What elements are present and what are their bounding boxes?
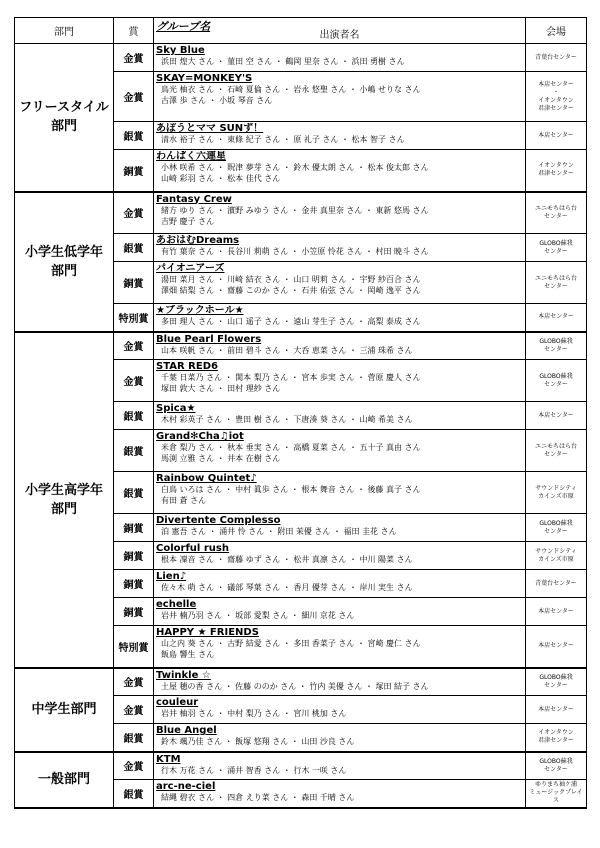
venue-label: GLOBO蘇我 センター [539,372,573,388]
venue-label: ユニモちはら台 センター [534,204,577,220]
section [15,332,587,668]
performer-line: 浜田 煌大 さん ・ 菫田 空 さん ・ 鶴岡 里奈 さん ・ 浜田 勇樹 さん [161,57,405,66]
entry-cell [154,304,526,332]
entry-cell [154,332,526,360]
award-label: 銅賞 [114,150,154,192]
dept-name: 一般部門 [15,752,114,808]
venue-label: サウンドシティ カインズ市原 [535,547,577,563]
entry-cell [154,44,526,72]
table-row [15,332,587,360]
group-name: echelle [156,599,197,610]
venue-cell [526,542,587,570]
venue-label: GLOBO蘇我 センター [539,337,573,353]
award-label: 銅賞 [114,570,154,598]
entry-cell [154,150,526,192]
group-name: ★ブラックホール★ [156,305,244,316]
award-label: 金賞 [114,752,154,780]
venue-label: GLOBO蘇我 センター [539,757,573,773]
group-name: わんぱく六連星 [156,151,226,162]
venue-cell [526,752,587,780]
venue-cell [526,304,587,332]
venue-cell [526,570,587,598]
dept-name: 小学生高学年 部門 [15,332,114,668]
performer-line: 湯田 菜月 さん ・ 川崎 結衣 さん ・ 山口 明莉 さん ・ 宇野 紗百合 さん [161,275,421,284]
venue-label: サウンドシティ カインズ市原 [535,484,577,500]
group-name: SKAY=MONKEY'S [156,73,253,84]
group-name: あおはむDreams [156,235,240,246]
section [15,44,587,192]
entry-cell [154,514,526,542]
performer-line: 清水 裕子 さん ・ 東條 紀子 さん ・ 原 礼子 さん ・ 松本 智子 さん [161,135,405,144]
group-name: Fantasy Crew [156,193,232,205]
award-label: 銀賞 [114,430,154,472]
award-label: 金賞 [114,72,154,122]
venue-label: ユニモちはら台 センター [534,442,577,458]
venue-cell [526,72,587,122]
group-name: couleur [156,697,199,708]
venue-label: 本店センター [538,313,574,321]
dept-name: フリースタイル 部門 [15,44,114,192]
entry-cell [154,724,526,752]
venue-label: 青葉台センター [535,579,577,587]
venue-label: イオンタウン 君津センター [538,729,574,745]
header-venue: 会場 [526,18,587,44]
table-row [15,752,587,780]
performer-line: 塚田 敦大 さん ・ 田村 理紗 さん [161,384,281,393]
performer-line: 古澤 歩 さん ・ 小坂 琴音 さん [161,96,273,105]
group-name: Colorful rush [156,543,229,554]
group-name: arc-ne-ciel [156,781,216,792]
venue-cell [526,332,587,360]
venue-cell [526,472,587,514]
venue-cell [526,192,587,234]
performer-line: 吉野 慶子 さん [161,216,215,226]
performer-line: 有竹 葉奈 さん ・ 長谷川 莉萌 さん ・ 小笠原 怜花 さん ・ 村田 暁斗 さん [161,247,429,256]
awards-table [14,17,587,809]
entry-cell [154,402,526,430]
group-name: Spica★ [156,403,196,414]
award-label: 銀賞 [114,724,154,752]
performer-line: 有田 蒼 さん [161,496,207,505]
entry-cell [154,72,526,122]
award-label: 特別賞 [114,304,154,332]
entry-cell [154,752,526,780]
group-name: Blue Angel [156,725,217,736]
venue-cell [526,780,587,808]
performer-line: 馬渕 立雅 さん ・ 井本 在樹 さん [161,454,281,463]
header-award: 賞 [114,18,154,44]
entry-cell [154,360,526,402]
performer-line: 山之内 葵 さん ・ 古野 結愛 さん ・ 多田 香菜子 さん ・ 宮崎 慶仁 さん [161,639,421,648]
entry-cell [154,668,526,696]
performer-line: 米倉 梨乃 さん ・ 秋本 垂実 さん ・ 高橋 夏菜 さん ・ 五十子 真由 さん [161,443,421,452]
group-name: KTM [156,753,181,765]
venue-cell [526,696,587,724]
award-label: 金賞 [114,360,154,402]
performer-line: 緒方 ゆり さん ・ 濱野 みゆう さん ・ 金井 真里奈 さん ・ 東新 悠馬 さん [161,205,429,215]
performer-line: 多田 理人 さん ・ 山口 遥子 さん ・ 遠山 芽生子 さん ・ 高梨 泰成 さん [161,317,421,326]
venue-label: 青葉台センター [535,53,577,61]
venue-cell [526,668,587,696]
entry-cell [154,234,526,262]
header-performers: 出演者名 [319,30,360,41]
header-group: グループ名 [156,20,211,33]
performer-line: 岩井 楠乃羽 さん ・ 坂部 愛梨 さん ・ 細川 京花 さん [161,611,355,620]
entry-cell [154,192,526,234]
entry-cell [154,598,526,626]
award-label: 銀賞 [114,402,154,430]
header-dept: 部門 [15,18,114,44]
group-name: STAR RED6 [156,361,218,372]
performer-line: 飯島 響生 さん [161,650,215,659]
venue-label: GLOBO蘇我 センター [539,239,573,255]
performer-line: 鈴木 颯乃佳 さん ・ 飯塚 悠翔 さん ・ 山田 沙良 さん [161,737,355,746]
award-label: 銅賞 [114,542,154,570]
performer-line: 泊 憲吾 さん ・ 涌井 怜 さん ・ 附田 茉優 さん ・ 福田 圭花 さん [161,527,397,536]
award-label: 金賞 [114,192,154,234]
table-row [15,44,587,72]
venue-cell [526,360,587,402]
entry-cell [154,570,526,598]
entry-cell [154,542,526,570]
performer-line: 木村 彩英子 さん ・ 豊田 樹 さん ・ 下唐湊 葵 さん ・ 山崎 希美 さん [161,415,413,424]
venue-cell [526,626,587,668]
venue-label: 本店センター ・ イオンタウン 君津センター [538,80,574,112]
dept-name: 小学生低学年 部門 [15,192,114,332]
group-name: あぽうとママ SUNず！ [156,123,264,134]
performer-line: 山本 咲帆 さん ・ 前田 碧斗 さん ・ 大呑 恵菜 さん ・ 三浦 珠希 さん [161,345,413,355]
entry-cell [154,780,526,808]
venue-label: ゆりまち袖ケ浦 ミュージックプレイス [529,781,583,805]
group-name: パイオニアーズ [156,263,225,274]
venue-label: GLOBO蘇我 センター [539,519,573,535]
group-name: Blue Pearl Flowers [156,333,262,345]
award-label: 銅賞 [114,598,154,626]
award-label: 金賞 [114,44,154,72]
performer-line: 佐々木 萌 さん ・ 礒部 琴葉 さん ・ 香月 優芽 さん ・ 岸川 実生 さん [161,583,413,592]
venue-label: 本店センター [538,411,574,419]
performer-line: 土屋 穂の香 さん ・ 佐藤 ののか さん ・ 竹内 美優 さん ・ 塚田 結子 さん [161,681,429,691]
venue-label: イオンタウン 君津センター [538,162,574,178]
award-label: 特別賞 [114,626,154,668]
performer-line: 小林 咲希 さん ・ 貺津 夢芽 さん ・ 鈴木 優太朗 さん ・ 松本 俊太郎 さん [161,163,429,172]
award-label: 金賞 [114,668,154,696]
venue-cell [526,234,587,262]
group-name: Sky Blue [156,45,205,56]
section [15,668,587,752]
dept-name: 中学生部門 [15,668,114,752]
table-row [15,192,587,234]
entry-cell [154,472,526,514]
entry-cell [154,626,526,668]
performer-line: 結縄 碧衣 さん ・ 四倉 えり菜 さん ・ 森田 千晴 さん [161,793,355,802]
header-row [15,18,587,44]
venue-cell [526,402,587,430]
entry-cell [154,430,526,472]
venue-cell [526,514,587,542]
venue-label: GLOBO蘇我 センター [539,673,573,689]
section [15,192,587,332]
table-row [15,668,587,696]
venue-label: 本店センター [538,131,574,139]
performer-line: 千葉 日菜乃 さん ・ 関本 梨乃 さん ・ 宮本 歩実 さん ・ 菅原 慶人 さん [161,373,421,382]
performer-line: 鳥光 柚衣 さん ・ 石崎 夏倫 さん ・ 岩永 悠聖 さん ・ 小嶋 せりな さん [161,85,421,94]
venue-cell [526,598,587,626]
performer-line: 岩井 柚羽 さん ・ 中村 梨乃 さん ・ 宮川 桃加 さん [161,709,347,718]
venue-cell [526,430,587,472]
award-label: 銀賞 [114,472,154,514]
performer-line: 行木 万花 さん ・ 涌井 智香 さん ・ 行木 一咲 さん [161,765,347,775]
award-label: 銀賞 [114,234,154,262]
award-label: 銅賞 [114,262,154,304]
venue-label: 本店センター [538,607,574,615]
venue-label: 本店センター [538,642,574,650]
group-name: Divertente Complesso [156,515,281,526]
venue-cell [526,724,587,752]
group-name: Lien♪ [156,571,187,582]
entry-cell [154,696,526,724]
award-label: 銅賞 [114,514,154,542]
award-label: 金賞 [114,332,154,360]
header-group-performers [154,18,526,44]
venue-cell [526,44,587,72]
venue-cell [526,150,587,192]
group-name: HAPPY ★ FRIENDS [156,627,259,638]
group-name: Twinkle ☆ [156,669,211,681]
performer-line: 白鳥 いろは さん ・ 中村 眞歩 さん ・ 根本 舞音 さん ・ 後藤 真子 さん [161,485,421,494]
entry-cell [154,122,526,150]
entry-cell [154,262,526,304]
venue-cell [526,262,587,304]
venue-label: ユニモちはら台 センター [534,274,577,290]
performer-line: 山崎 彩羽 さん ・ 松本 佳代 さん [161,174,281,183]
section [15,752,587,808]
venue-cell [526,122,587,150]
award-label: 銀賞 [114,780,154,808]
performer-line: 澤畑 結梨 さん ・ 齋藤 このか さん ・ 石井 佑弦 さん ・ 岡崎 逸平 さん [161,286,421,295]
group-name: Rainbow Quintet♪ [156,473,257,484]
venue-label: 本店センター [538,705,574,713]
group-name: Grand✻Cha♫iot [156,431,244,442]
award-label: 銀賞 [114,122,154,150]
award-label: 金賞 [114,696,154,724]
performer-line: 根本 凜音 さん ・ 齋藤 ゆず さん ・ 松井 真凛 さん ・ 中川 陽菜 さん [161,555,413,564]
